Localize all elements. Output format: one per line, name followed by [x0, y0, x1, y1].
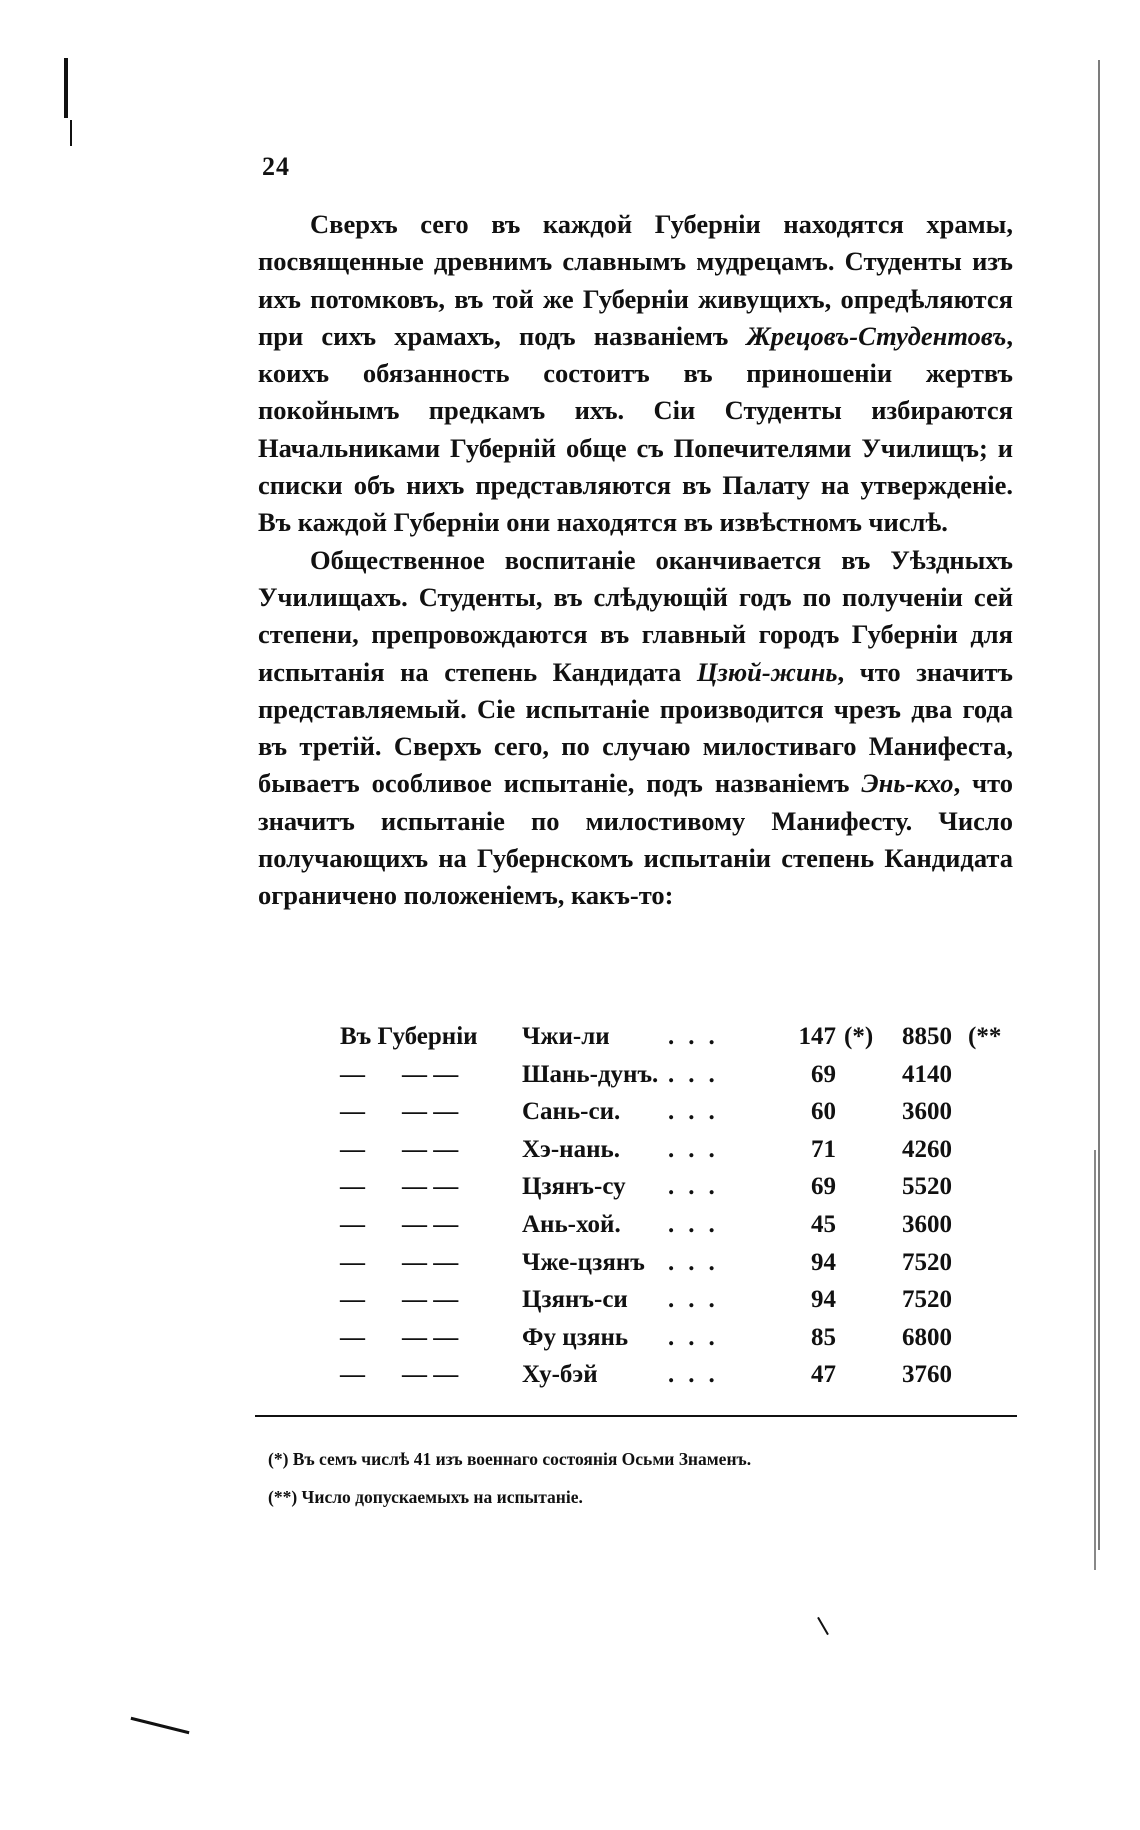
paragraph-text: , что значитъ испытаніе по милостивому Манифесту. Число получающихъ на Губернскомъ испытаніи степень Кандидата ограничено положеніемъ, какъ-то:	[258, 768, 1013, 911]
province-name: Ань-хой.	[522, 1210, 621, 1238]
candidate-count: 147	[798, 1023, 836, 1050]
ditto-mark: — —	[402, 1323, 459, 1351]
scan-edge-mark	[1098, 60, 1100, 1550]
footnote-2: (**) Число допускаемыхъ на испытаніе.	[268, 1487, 583, 1507]
ditto-mark: —	[340, 1248, 365, 1276]
province-name: Цзянъ-си	[522, 1286, 628, 1314]
footnote-mark: (**	[968, 1023, 1002, 1050]
candidate-count: 45	[811, 1210, 836, 1238]
province-quota-table	[340, 1023, 1020, 1399]
admitted-count: 4260	[902, 1135, 952, 1163]
table-row	[340, 1173, 1020, 1211]
candidate-count: 60	[811, 1098, 836, 1126]
province-name: Хэ-нань.	[522, 1135, 620, 1163]
ditto-mark: —	[340, 1323, 365, 1351]
table-row	[340, 1136, 1020, 1174]
ditto-mark: —	[340, 1361, 365, 1389]
province-name: Шань-дунъ.	[522, 1060, 659, 1088]
row-prefix: Въ Губерніи	[340, 1023, 478, 1050]
province-name: Фу цзянь	[522, 1323, 629, 1351]
leader-dots: ...	[668, 1361, 729, 1389]
table-row	[340, 1061, 1020, 1099]
province-name: Цзянъ-су	[522, 1173, 626, 1201]
admitted-count: 3600	[902, 1210, 952, 1238]
candidate-count: 85	[811, 1323, 836, 1351]
paragraph-text: , коихъ обязанность состоитъ въ приношеніи жертвъ покойнымъ предкамъ ихъ. Сіи Студенты избираются Начальниками Губерній обще съ Попечителями Училищъ; и списки объ нихъ представляются въ Палату на утвержденіе. Въ каждой Губерніи они находятся въ извѣстномъ числѣ.	[258, 320, 1013, 538]
term-en-kho: Энь-кхо	[861, 768, 954, 799]
leader-dots: ...	[668, 1286, 729, 1314]
leader-dots: ...	[668, 1023, 729, 1050]
term-zhretsy-studenty: Жрецовъ-Студентовъ	[746, 320, 1007, 351]
ditto-mark: — —	[402, 1210, 459, 1238]
ditto-mark: —	[340, 1210, 365, 1238]
paragraph-text: Общественное воспитаніе оканчивается въ Уѣздныхъ Училищахъ. Студенты, въ слѣдующій годъ по полученіи сей степени, препровождаются въ главный городъ Губерніи для испытанія на степень Кандидата	[258, 544, 1013, 687]
candidate-count: 71	[811, 1135, 836, 1163]
leader-dots: ...	[668, 1248, 729, 1276]
candidate-count: 94	[811, 1248, 836, 1276]
body-text	[258, 206, 1013, 915]
ditto-mark: —	[340, 1286, 365, 1314]
leader-dots: ...	[668, 1135, 729, 1163]
admitted-count: 6800	[902, 1323, 952, 1351]
admitted-count: 8850	[902, 1023, 952, 1050]
paragraph-text: , что значитъ представляемый. Сіе испытаніе производится чрезъ два года въ третій. Сверхъ сего, по случаю милостиваго Манифеста, бываетъ особливое испытаніе, подъ названіемъ	[258, 656, 1013, 799]
candidate-count: 69	[811, 1173, 836, 1201]
ditto-mark: — —	[402, 1248, 459, 1276]
table-row	[340, 1249, 1020, 1287]
ditto-mark: — —	[402, 1135, 459, 1163]
admitted-count: 3600	[902, 1098, 952, 1126]
table-row	[340, 1286, 1020, 1324]
scan-edge-mark	[1094, 1150, 1096, 1570]
ditto-mark: — —	[402, 1286, 459, 1314]
table-row	[340, 1361, 1020, 1399]
paragraph-text: Сверхъ сего въ каждой Губерніи находятся храмы, посвященные древнимъ славнымъ мудрецамъ. Студенты изъ ихъ потомковъ, въ той же Губерніи живущихъ, опредѣляются при сихъ храмахъ, подъ названіемъ	[258, 209, 1013, 351]
paragraph	[258, 542, 1013, 915]
ditto-mark: — —	[402, 1060, 459, 1088]
scan-edge-mark	[70, 120, 72, 146]
ditto-mark: — —	[402, 1361, 459, 1389]
leader-dots: ...	[668, 1098, 729, 1126]
term-tszyui-zhin: Цзюй-жинь	[696, 656, 838, 687]
footnote-mark: (*)	[844, 1023, 874, 1050]
ditto-mark: —	[340, 1135, 365, 1163]
page-number: 24	[262, 152, 290, 181]
admitted-count: 7520	[902, 1248, 952, 1276]
footnote-rule	[255, 1415, 1017, 1417]
scan-edge-mark	[64, 58, 68, 118]
province-name: Чже-цзянъ	[522, 1248, 645, 1276]
ditto-mark: —	[340, 1098, 365, 1126]
candidate-count: 69	[811, 1060, 836, 1088]
table-row	[340, 1324, 1020, 1362]
ditto-mark: —	[340, 1060, 365, 1088]
leader-dots: ...	[668, 1210, 729, 1238]
scan-edge-mark	[131, 1717, 190, 1734]
paragraph	[258, 206, 1013, 542]
province-name: Чжи-ли	[522, 1023, 610, 1050]
admitted-count: 3760	[902, 1361, 952, 1389]
table-row	[340, 1098, 1020, 1136]
ditto-mark: —	[340, 1173, 365, 1201]
candidate-count: 94	[811, 1286, 836, 1314]
scan-edge-mark	[817, 1617, 829, 1635]
admitted-count: 4140	[902, 1060, 952, 1088]
candidate-count: 47	[811, 1361, 836, 1389]
province-name: Сань-си.	[522, 1098, 621, 1126]
admitted-count: 7520	[902, 1286, 952, 1314]
leader-dots: ...	[668, 1060, 729, 1088]
table-row	[340, 1211, 1020, 1249]
footnotes	[268, 1440, 1008, 1516]
admitted-count: 5520	[902, 1173, 952, 1201]
ditto-mark: — —	[402, 1173, 459, 1201]
leader-dots: ...	[668, 1323, 729, 1351]
footnote-1: (*) Въ семъ числѣ 41 изъ военнаго состоянія Осьми Знаменъ.	[268, 1449, 752, 1469]
table-row	[340, 1023, 1020, 1061]
province-name: Ху-бэй	[522, 1361, 598, 1389]
ditto-mark: — —	[402, 1098, 459, 1126]
leader-dots: ...	[668, 1173, 729, 1201]
